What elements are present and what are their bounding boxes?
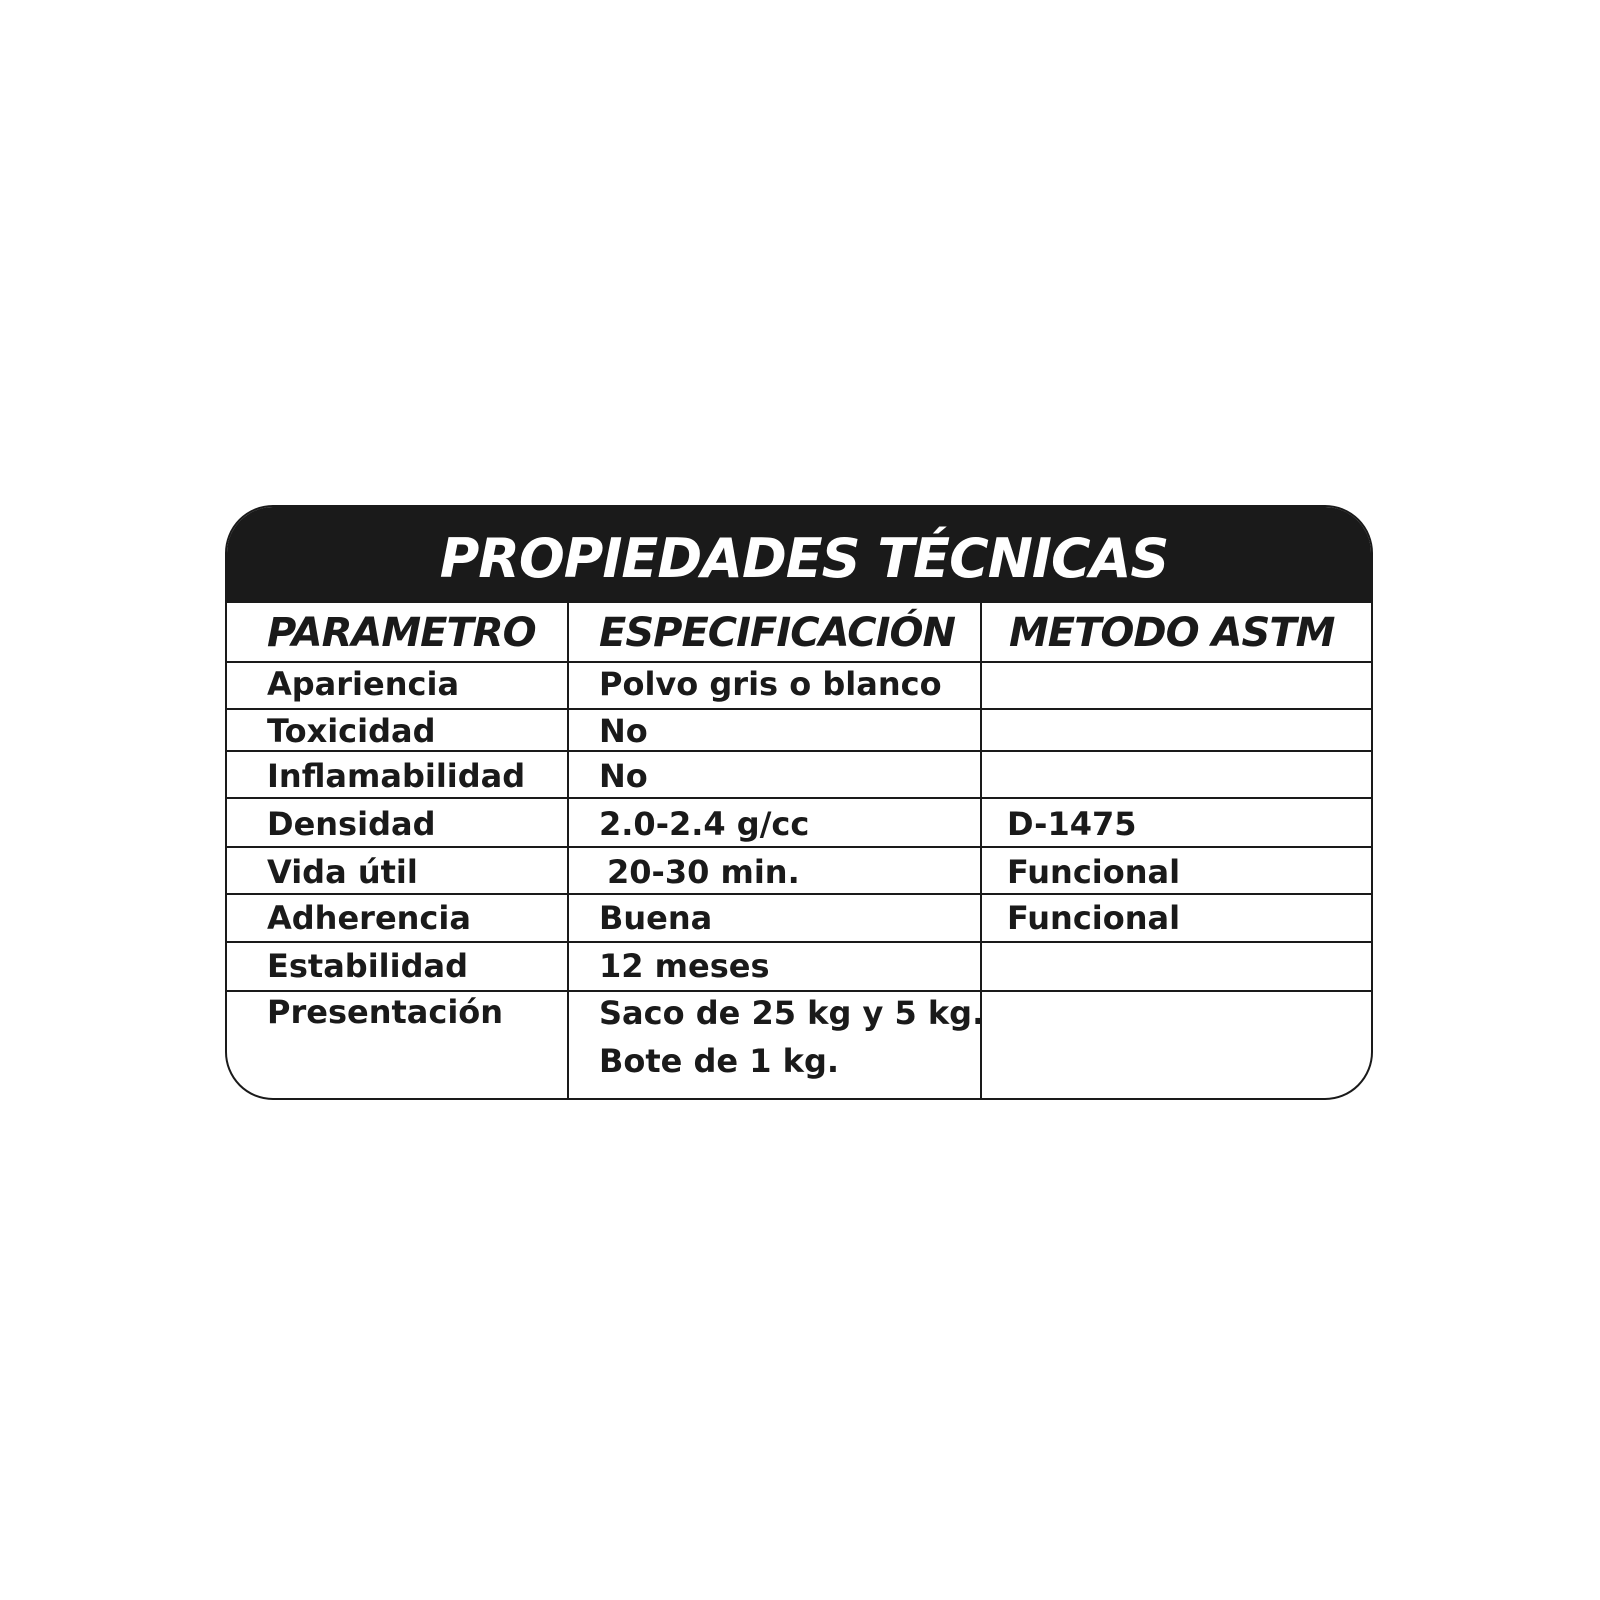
column-divider	[567, 603, 569, 1098]
cell-especificacion: 12 meses	[599, 947, 770, 985]
cell-especificacion: Buena	[599, 899, 713, 937]
cell-especificacion: Saco de 25 kg y 5 kg.	[599, 994, 985, 1032]
cell-especificacion: No	[599, 757, 648, 795]
cell-especificacion: 20-30 min.	[607, 853, 800, 891]
cell-parametro: Toxicidad	[267, 712, 436, 750]
cell-metodo: D-1475	[1007, 805, 1137, 843]
technical-properties-table	[225, 505, 1373, 1100]
cell-parametro: Densidad	[267, 805, 436, 843]
cell-especificacion-line-2: Bote de 1 kg.	[599, 1042, 840, 1080]
cell-parametro: Adherencia	[267, 899, 471, 937]
cell-parametro: Apariencia	[267, 665, 460, 703]
header-metodo-astm: METODO ASTM	[1009, 610, 1335, 656]
cell-parametro: Estabilidad	[267, 947, 469, 985]
table-title: PROPIEDADES TÉCNICAS	[439, 526, 1169, 590]
cell-especificacion: No	[599, 712, 648, 750]
cell-parametro: Inflamabilidad	[267, 757, 526, 795]
cell-parametro: Presentación	[267, 993, 504, 1031]
cell-especificacion: 2.0-2.4 g/cc	[599, 805, 810, 843]
title-bar	[227, 507, 1371, 603]
cell-parametro: Vida útil	[267, 853, 418, 891]
cell-metodo: Funcional	[1007, 899, 1181, 937]
cell-metodo: Funcional	[1007, 853, 1181, 891]
header-especificacion: ESPECIFICACIÓN	[599, 610, 956, 656]
cell-especificacion: Polvo gris o blanco	[599, 665, 942, 703]
header-parametro: PARAMETRO	[267, 610, 536, 656]
